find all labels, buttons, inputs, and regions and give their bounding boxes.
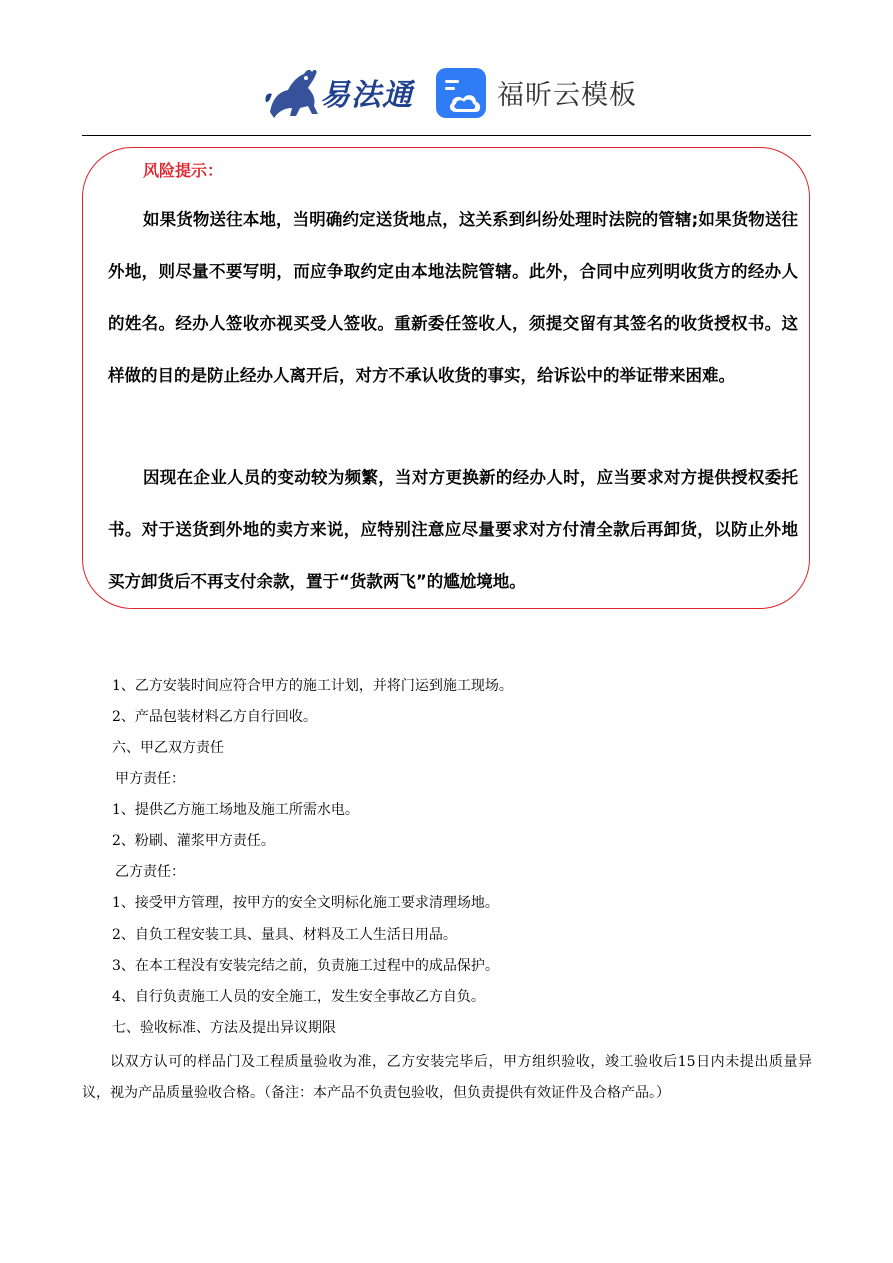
clause-line: 1、接受甲方管理，按甲方的安全文明标化施工要求清理场地。 — [112, 895, 499, 911]
page-header — [0, 56, 893, 126]
subsection-heading: 乙方责任： — [115, 864, 185, 880]
clause-line: 2、产品包装材料乙方自行回收。 — [112, 709, 317, 725]
risk-notice-title: 风险提示： — [143, 161, 224, 180]
acceptance-paragraph: 以双方认可的样品门及工程质量验收为准，乙方安装完毕后，甲方组织验收，竣工验收后15日内未提出质量异议，视为产品质量验收合格。（备注：本产品不负责包验收，但负责提供有效证件及合格产品。） — [82, 1054, 812, 1101]
header-divider — [82, 135, 811, 136]
clause-line: 2、自负工程安装工具、量具、材料及工人生活日用品。 — [112, 927, 457, 943]
clause-line: 1、提供乙方施工场地及施工所需水电。 — [112, 802, 359, 818]
section-heading: 六、甲乙双方责任 — [112, 740, 224, 756]
clause-line: 4、自行负责施工人员的安全施工，发生安全事故乙方自负。 — [112, 989, 485, 1005]
clause-line: 1、乙方安装时间应符合甲方的施工计划，并将门运到施工现场。 — [112, 678, 513, 694]
fuxin-logo-text: 福昕云模板 — [497, 80, 637, 111]
risk-paragraph-1: 如果货物送往本地，当明确约定送货地点，这关系到纠纷处理时法院的管辖;如果货物送往外地，则尽量不要写明，而应争取约定由本地法院管辖。此外，合同中应列明收货方的经办人的姓名。经办人签收亦视买受人签收。重新委任签收人，须提交留有其签名的收货授权书。这样做的目的是防止经办人离开后，对方不承认收货的事实，给诉讼中的举证带来困难。 — [108, 210, 798, 385]
section-heading: 七、验收标准、方法及提出异议期限 — [112, 1020, 336, 1036]
fuxin-cloud-logo-icon — [434, 66, 488, 120]
yifa-logo-text: 易法通 — [320, 78, 413, 113]
subsection-heading: 甲方责任： — [115, 771, 185, 787]
risk-paragraph-2: 因现在企业人员的变动较为频繁，当对方更换新的经办人时，应当要求对方提供授权委托书。对于送货到外地的卖方来说，应特别注意应尽量要求对方付清全款后再卸货，以防止外地买方卸货后不再支付余款，置于“货款两飞”的尴尬境地。 — [108, 468, 798, 591]
clause-line: 3、在本工程没有安装完结之前，负责施工过程中的成品保护。 — [112, 958, 499, 974]
clause-line: 2、粉刷、灌浆甲方责任。 — [112, 833, 275, 849]
